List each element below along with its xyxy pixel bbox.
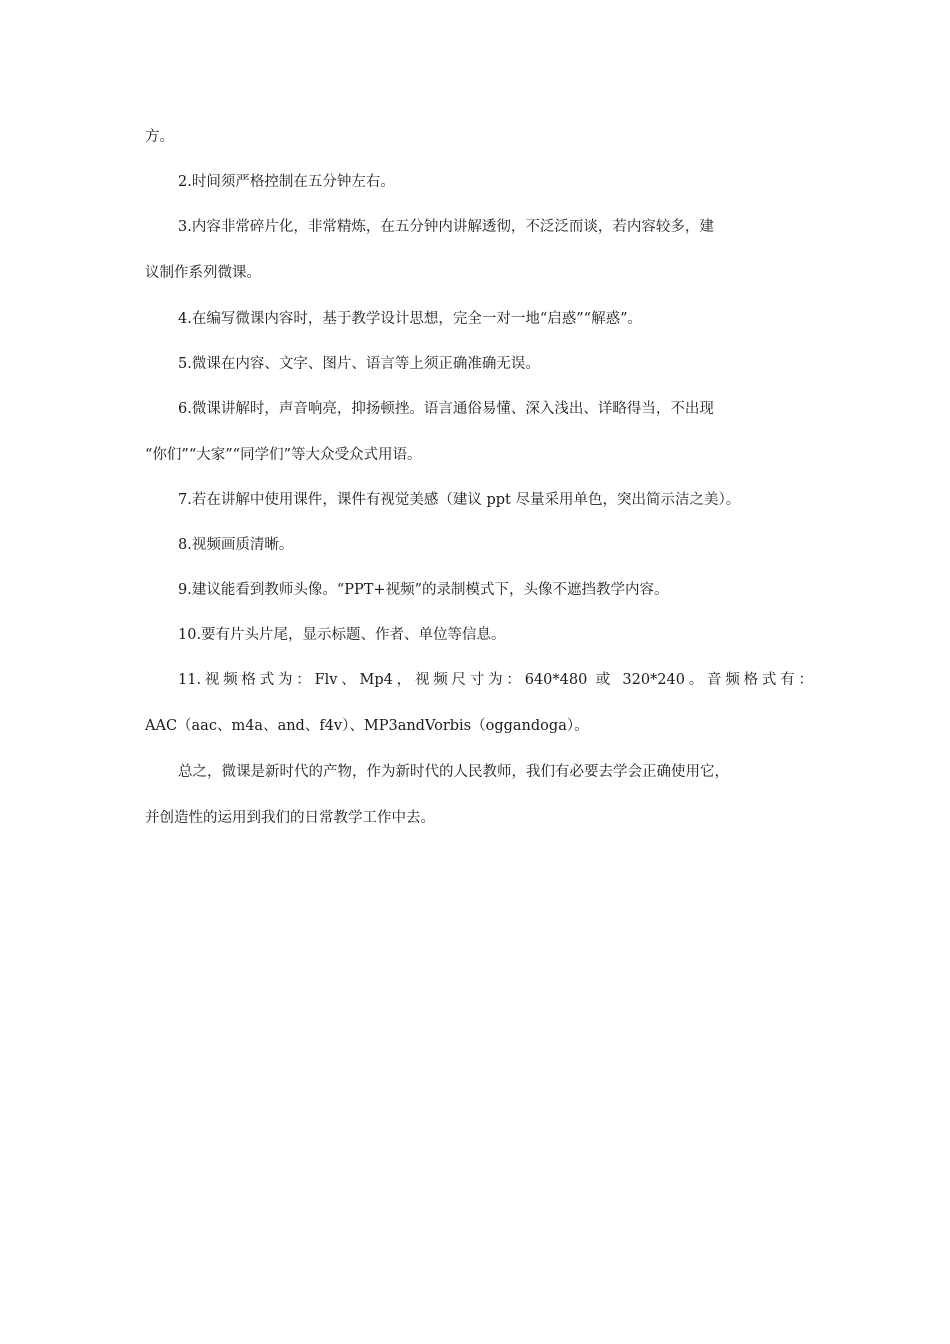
document-body: [145, 126, 813, 829]
item-3-line-2: 议制作系列微课。: [145, 265, 261, 281]
item-7-line: 7.若在讲解中使用课件，课件有视觉美感（建议 ppt 尽量采用单色，突出简示洁之美）。: [178, 492, 741, 508]
item-9-line: 9.建议能看到教师头像。“PPT+视频”的录制模式下，头像不遮挡教学内容。: [178, 582, 669, 598]
item-3-line-1: 3.内容非常碎片化，非常精炼，在五分钟内讲解透彻，不泛泛而谈，若内容较多，建: [178, 219, 714, 235]
item-10-line: 10.要有片头片尾，显示标题、作者、单位等信息。: [178, 627, 506, 643]
item-2-line: 2.时间须严格控制在五分钟左右。: [178, 174, 395, 190]
conclusion-line-1: 总之，微课是新时代的产物，作为新时代的人民教师，我们有必要去学会正确使用它，: [178, 764, 729, 780]
item-6-line-2: “你们”“大家”“同学们”等大众受众式用语。: [145, 447, 422, 463]
item-4-line: 4.在编写微课内容时，基于教学设计思想，完全一对一地“启惑”“解惑”。: [178, 311, 642, 327]
item-8-line: 8.视频画质清晰。: [178, 537, 294, 553]
paragraph-continuation-line: 方。: [145, 129, 174, 145]
item-6-line-1: 6.微课讲解时，声音响亮，抑扬顿挫。语言通俗易懂、深入浅出、详略得当，不出现: [178, 401, 714, 417]
item-11-line-1: 11.视频格式为：Flv、Mp4，视频尺寸为：640*480 或 320*240。音频格式有：: [178, 672, 813, 688]
item-5-line: 5.微课在内容、文字、图片、语言等上须正确准确无误。: [178, 356, 540, 372]
conclusion-line-2: 并创造性的运用到我们的日常教学工作中去。: [145, 810, 435, 826]
item-11-line-2: AAC（aac、m4a、and、f4v）、MP3andVorbis（oggandoga）。: [145, 718, 589, 734]
